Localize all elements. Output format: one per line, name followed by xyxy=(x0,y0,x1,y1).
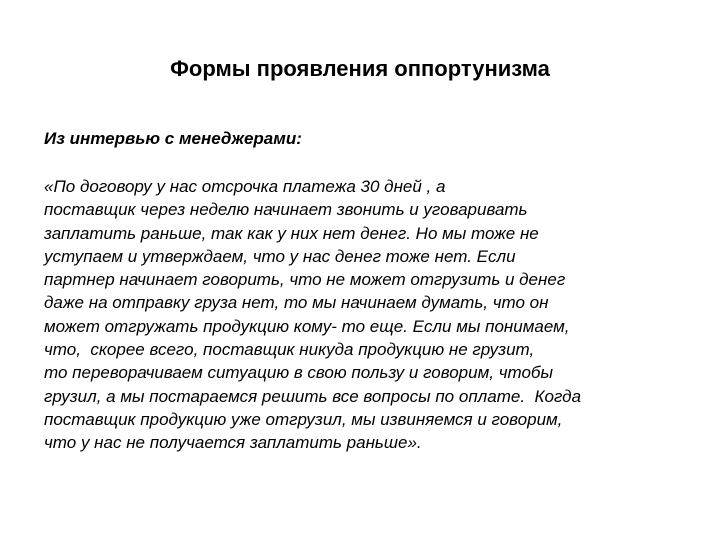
quote-line: что, скорее всего, поставщик никуда продукцию не грузит, xyxy=(44,340,535,360)
quote-line: заплатить раньше, так как у них нет денег. Но мы тоже не xyxy=(44,223,539,243)
quote-line: поставщик продукцию уже отгрузил, мы извиняемся и говорим, xyxy=(44,409,563,429)
interview-quote xyxy=(44,175,714,455)
slide-title: Формы проявления оппортунизма xyxy=(170,56,550,81)
quote-line: что у нас не получается заплатить раньше». xyxy=(44,433,422,453)
quote-line: то переворачиваем ситуацию в свою пользу и говорим, чтобы xyxy=(44,363,553,383)
quote-line: поставщик через неделю начинает звонить и уговаривать xyxy=(44,200,528,220)
quote-line: грузил, а мы постараемся решить все вопросы по оплате. Когда xyxy=(44,386,582,406)
quote-line: может отгружать продукцию кому- то еще. Если мы понимаем, xyxy=(44,316,570,336)
quote-line: даже на отправку груза нет, то мы начинаем думать, что он xyxy=(44,293,549,313)
quote-line: партнер начинает говорить, что не может отгрузить и денег xyxy=(44,270,566,290)
interview-subtitle: Из интервью с менеджерами: xyxy=(44,129,302,148)
quote-line: уступаем и утверждаем, что у нас денег тоже нет. Если xyxy=(44,246,516,266)
quote-line: «По договору у нас отсрочка платежа 30 дней , а xyxy=(44,177,446,196)
